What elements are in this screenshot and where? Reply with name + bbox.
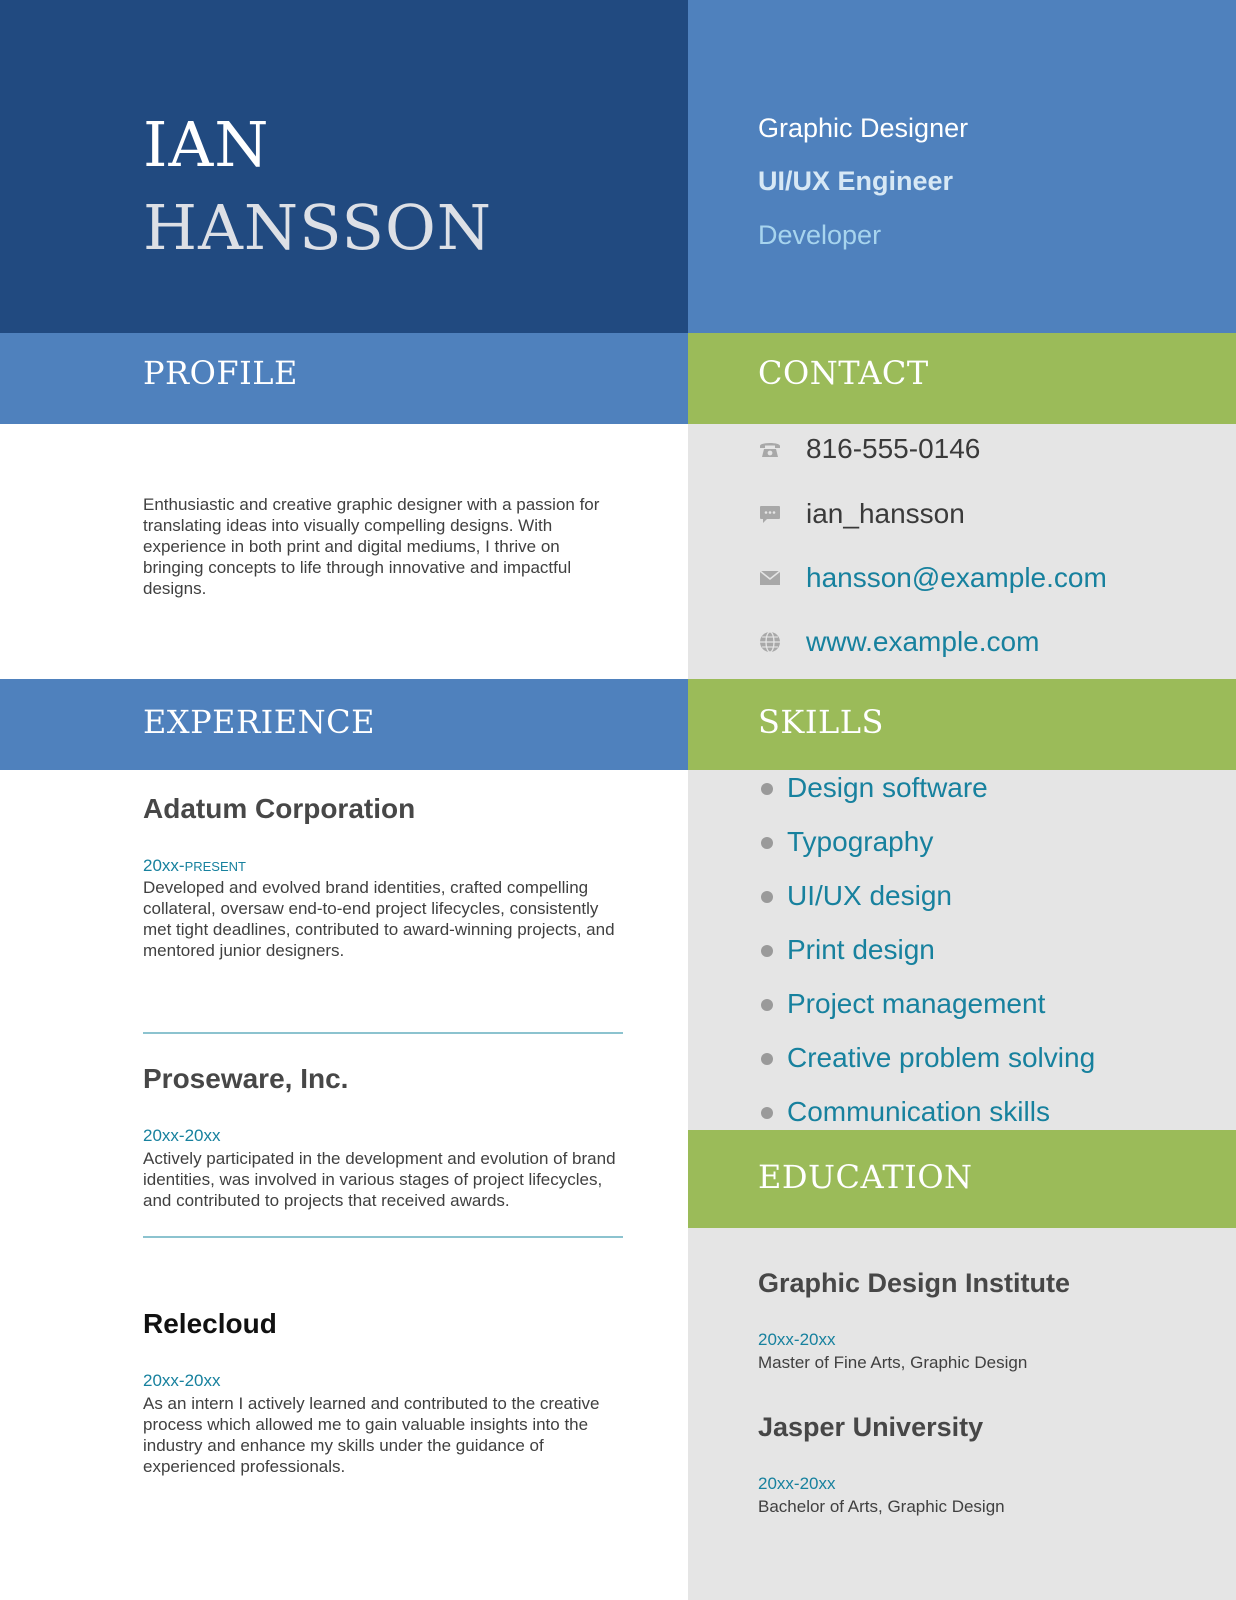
phone-number: 816-555-0146 xyxy=(806,433,981,464)
education-heading: EDUCATION xyxy=(758,1158,973,1196)
experience-band xyxy=(0,679,688,770)
skill-label: Project management xyxy=(787,988,1046,1019)
title-developer: Developer xyxy=(758,220,882,250)
job-description: Actively participated in the development and evolution of brand identities, was involved in various stages of project lifecycles, and contributed to projects that received awards. xyxy=(143,1149,616,1210)
contact-phone xyxy=(758,429,1228,469)
bullet-icon xyxy=(761,837,773,849)
education-school: Jasper University xyxy=(758,1412,984,1442)
skill-item xyxy=(758,987,1228,1021)
globe-icon xyxy=(758,630,782,654)
job-company: Proseware, Inc. xyxy=(143,1063,349,1094)
education-dates: 20xx-20xx xyxy=(758,1474,836,1493)
job-company: Relecloud xyxy=(143,1308,277,1339)
job-dates: 20xx-20xx xyxy=(143,1126,221,1145)
job-dates-end: PRESENT xyxy=(184,859,246,874)
skill-item xyxy=(758,1041,1228,1075)
phone-icon xyxy=(758,437,782,461)
profile-band xyxy=(0,333,688,424)
profile-heading: PROFILE xyxy=(143,354,298,392)
education-degree: Bachelor of Arts, Graphic Design xyxy=(758,1497,1005,1516)
skill-item xyxy=(758,933,1228,967)
bullet-icon xyxy=(761,999,773,1011)
skill-label: Communication skills xyxy=(787,1096,1050,1127)
skill-item xyxy=(758,879,1228,913)
title-uiux-engineer: UI/UX Engineer xyxy=(758,166,954,196)
skill-label: Creative problem solving xyxy=(787,1042,1096,1073)
website-link[interactable]: www.example.com xyxy=(806,626,1040,657)
contact-chat xyxy=(758,494,1228,534)
skills-heading: SKILLS xyxy=(758,703,884,741)
contact-band xyxy=(688,333,1236,424)
skill-label: Print design xyxy=(787,934,935,965)
contact-heading: CONTACT xyxy=(758,354,929,392)
bullet-icon xyxy=(761,945,773,957)
experience-heading: EXPERIENCE xyxy=(143,703,375,741)
job-company: Adatum Corporation xyxy=(143,793,416,824)
contact-email xyxy=(758,558,1228,598)
title-graphic-designer: Graphic Designer xyxy=(758,113,969,143)
profile-summary: Enthusiastic and creative graphic designer with a passion for translating ideas into visually compelling designs. With experience in both print and digital mediums, I thrive on bringing concepts to life through innovative and impactful designs. xyxy=(143,495,600,598)
chat-icon xyxy=(758,502,782,526)
skill-label: Design software xyxy=(787,772,988,803)
bullet-icon xyxy=(761,1053,773,1065)
name-last: HANSSON xyxy=(143,191,493,264)
job-dates: 20xx-20xx xyxy=(143,1371,221,1390)
skill-item xyxy=(758,1095,1228,1129)
bullet-icon xyxy=(761,1107,773,1119)
bullet-icon xyxy=(761,891,773,903)
skill-item xyxy=(758,771,1228,805)
section-divider xyxy=(143,1236,623,1238)
name-header-block xyxy=(0,0,688,333)
education-degree: Master of Fine Arts, Graphic Design xyxy=(758,1353,1028,1372)
job-description: As an intern I actively learned and contributed to the creative process which allowed me to gain valuable insights into the industry and enhance my skills under the guidance of experienced professionals. xyxy=(143,1394,600,1476)
education-band xyxy=(688,1130,1236,1228)
skill-label: Typography xyxy=(787,826,934,857)
chat-handle: ian_hansson xyxy=(806,498,965,529)
email-link[interactable]: hansson@example.com xyxy=(806,562,1107,593)
section-divider xyxy=(143,1032,623,1034)
skill-label: UI/UX design xyxy=(787,880,952,911)
job-description: Developed and evolved brand identities, crafted compelling collateral, oversaw end-to-end project lifecycles, consistently met tight deadlines, contributed to award-winning projects, and mentored junior designers. xyxy=(143,878,615,960)
bullet-icon xyxy=(761,783,773,795)
contact-website xyxy=(758,622,1228,662)
skill-item xyxy=(758,825,1228,859)
skills-band xyxy=(688,679,1236,770)
job-dates-start: 20xx- xyxy=(143,856,185,875)
education-dates: 20xx-20xx xyxy=(758,1330,836,1349)
job-dates xyxy=(143,857,246,874)
name-first: IAN xyxy=(143,108,270,181)
education-school: Graphic Design Institute xyxy=(758,1268,1071,1298)
mail-icon xyxy=(758,566,782,590)
